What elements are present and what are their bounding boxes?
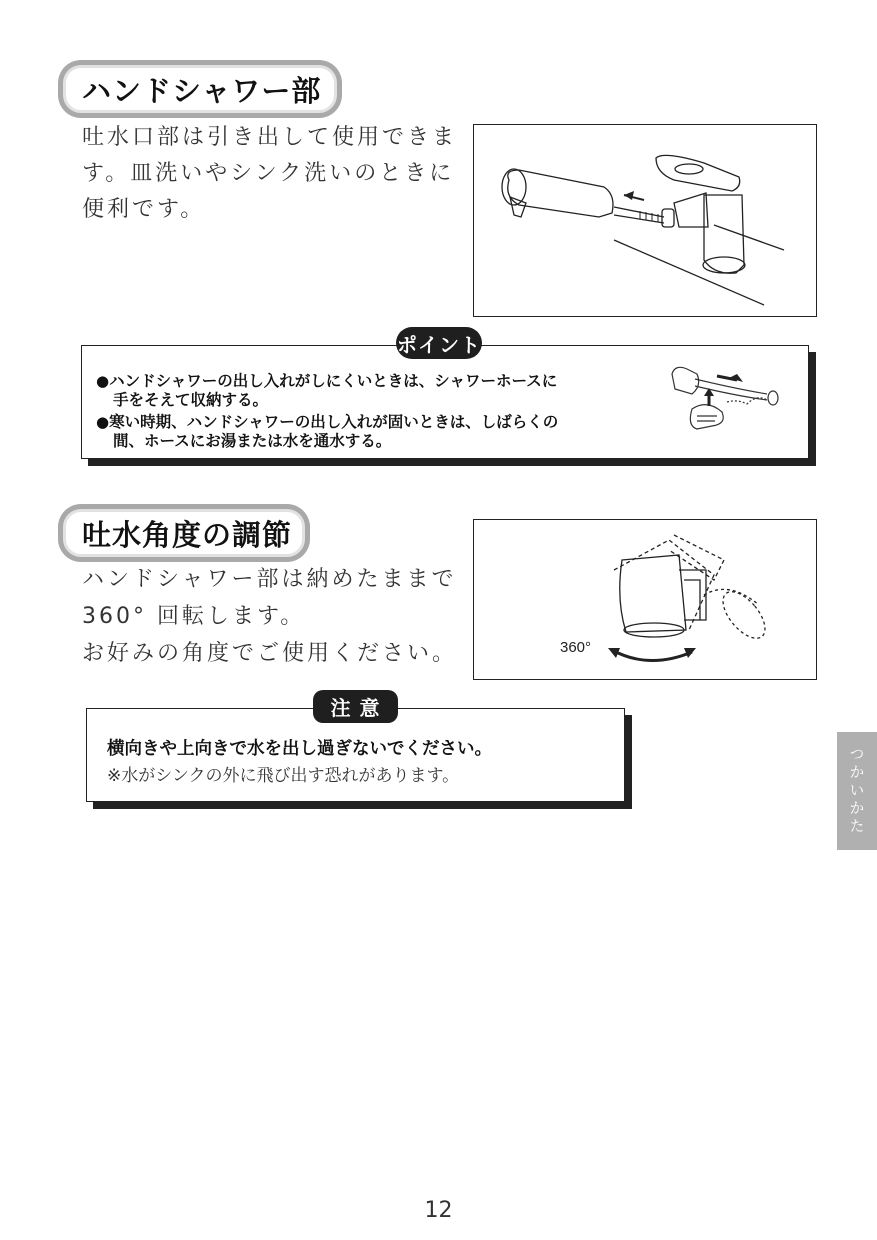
point-item-text: 手をそえて収納する。 — [113, 391, 269, 409]
hose-hand-illustration — [667, 364, 787, 444]
faucet-pullout-illustration — [474, 125, 818, 318]
section2-body — [82, 561, 457, 672]
bullet: ● — [96, 372, 110, 390]
point-item-text: ハンドシャワーの出し入れがしにくいときは、シャワーホースに — [109, 372, 558, 390]
bullet: ● — [96, 413, 110, 431]
spout-rotation-illustration — [474, 520, 818, 681]
section2-line: お好みの角度でご使用ください。 — [82, 641, 458, 666]
section-heading-spout-angle: 吐水角度の調節 — [63, 509, 305, 557]
section1-line: 吐水口部は引き出して使用できま — [82, 125, 458, 150]
section2-line: ハンドシャワー部は納めたままで — [82, 567, 457, 592]
section1-body — [82, 120, 457, 228]
page-number: 12 — [424, 1198, 453, 1223]
caution-note: ※水がシンクの外に飛び出す恐れがあります。 — [107, 766, 460, 786]
point-list — [96, 372, 656, 454]
list-item — [96, 413, 656, 451]
list-item — [96, 372, 656, 410]
caution-badge: 注 意 — [313, 690, 398, 723]
caution-main: 横向きや上向きで水を出し過ぎないでください。 — [107, 739, 492, 759]
section1-line: 便利です。 — [82, 197, 206, 222]
section1-line: す。皿洗いやシンク洗いのときに — [82, 161, 455, 186]
rotation-label: 360° — [560, 639, 592, 656]
spout-rotation-figure — [473, 519, 817, 680]
point-item-text: 間、ホースにお湯または水を通水する。 — [113, 432, 392, 450]
point-item-text: 寒い時期、ハンドシャワーの出し入れが固いときは、しばらくの — [109, 413, 559, 431]
section2-line: 360° 回転します。 — [82, 604, 306, 629]
point-badge: ポイント — [396, 327, 482, 359]
section-heading-hand-shower: ハンドシャワー部 — [63, 65, 337, 113]
side-tab-usage: つかいかた — [837, 732, 877, 850]
faucet-pullout-figure — [473, 124, 817, 317]
point-callout — [81, 345, 809, 459]
